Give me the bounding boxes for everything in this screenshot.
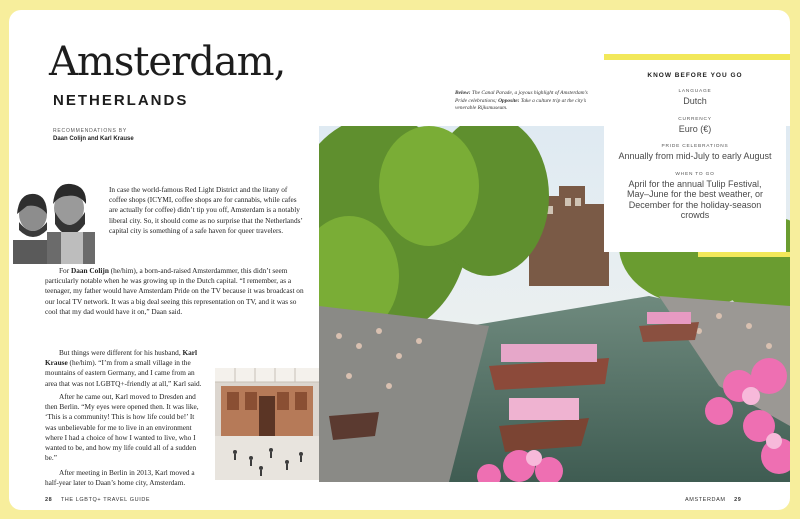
p3-lead: But things were different for his husband,	[59, 348, 183, 357]
museum-photo	[215, 368, 319, 480]
footer-left	[45, 497, 150, 503]
page-title: Amsterdam,	[49, 39, 286, 85]
name-karl: Karl Krause	[45, 348, 198, 368]
byline-label: RECOMMENDATIONS BY	[53, 128, 128, 134]
name-daan: Daan Colijn	[70, 266, 109, 275]
kbyg-label-when: WHEN TO GO	[675, 171, 715, 177]
caption-opposite-label: Opposite:	[498, 97, 520, 104]
kbyg-label-language: LANGUAGE	[678, 89, 712, 94]
kbyg-label-currency: CURRENCY	[678, 116, 712, 122]
byline-names: Daan Colijn and Karl Krause	[53, 136, 134, 142]
page-number-right: 29	[734, 497, 742, 503]
footer-right	[685, 497, 741, 503]
body-paragraph-2	[45, 266, 307, 317]
body-paragraph-3	[45, 348, 205, 389]
yellow-accent-strip	[698, 252, 790, 257]
kbyg-label-pride: PRIDE CELEBRATIONS	[661, 144, 729, 149]
kbyg-value-currency: Euro (€)	[678, 123, 712, 134]
kbyg-value-language: Dutch	[683, 96, 707, 106]
caption-below-label: Below:	[455, 90, 471, 96]
page-number-left: 28	[45, 497, 53, 503]
caption-below-text: The Canal Parade, a joyous highlight of Amsterdam’s Pride celebrations;	[455, 90, 588, 104]
footer-left-title: THE LGBTQ+ TRAVEL GUIDE	[60, 497, 151, 503]
p2-rest: (he/him), a born-and-raised Amsterdammer, this didn’t seem particularly notable when he was growing up in the Dutch capital. “I remember, as a teenager, my father would have Amsterdam Pride on the TV because it was broadcast on our local TV network. It was a big deal seeing this representation on TV, and it was so cool that my dad would have it on,” Daan said.	[45, 266, 304, 316]
p5-text: After meeting in Berlin in 2013, Karl moved a half-year later to Daan’s home city, Amsterdam.	[45, 468, 195, 488]
body-paragraph-1: In case the world-famous Red Light District and the litany of coffee shops (ICYMI, coffee shops are for cannabis, while cafes are actually for coffee) didn’t tip you off, Amsterdam is a notably liberal city. So, it should come as no surprise that the Netherlands’ capital city is something of a safe haven for queer travelers.	[109, 185, 303, 235]
caption-opposite-text: Take a culture trip at the city’s venerable Rijksmuseum.	[455, 97, 587, 112]
p3-rest: (he/him). “I’m from a small village in the mountains of eastern Germany, and I came from an area that was not LGBTQ+-friendly at all,” Karl said.	[45, 358, 202, 388]
portrait-photo	[9, 174, 101, 264]
footer-right-title: AMSTERDAM	[685, 497, 726, 503]
page-subtitle: NETHERLANDS	[53, 92, 189, 109]
know-before-you-go-box	[604, 60, 786, 252]
kbyg-value-when: April for the annual Tulip Festival, May–June for the best weather, or December for the holiday-season crowds	[626, 178, 764, 220]
p4-text: After he came out, Karl moved to Dresden and then Berlin. “My eyes were opened then. It was like, ‘This is a community! This is how life could be!’ It was unbelievable for me to live in an environment where I had a choice of how I wanted to live, who I wanted to be, and how my life could all of a sudden be.”	[45, 392, 199, 463]
photo-caption	[455, 90, 595, 113]
body-paragraph-4	[45, 392, 207, 463]
magazine-spread	[9, 10, 790, 510]
kbyg-value-pride: Annually from mid-July to early August	[618, 151, 772, 161]
kbyg-heading: KNOW BEFORE YOU GO	[647, 72, 743, 79]
p2-lead: For	[59, 266, 71, 275]
body-paragraph-5	[45, 468, 207, 488]
